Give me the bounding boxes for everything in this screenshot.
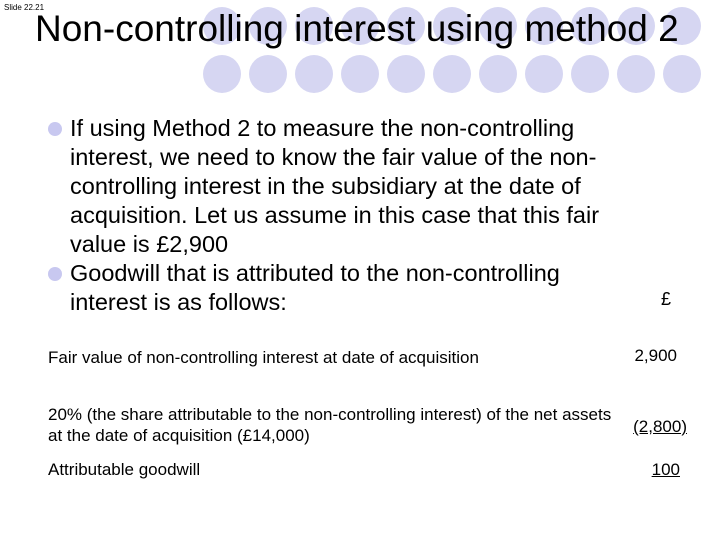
slide-title: Non-controlling interest using method 2 [35,8,679,49]
row-value-net-assets-share: (2,800) [633,417,687,436]
row-label-goodwill: Attributable goodwill [48,460,201,479]
row-value-goodwill: 100 [651,460,680,479]
row-label-fair-value: Fair value of non-controlling interest at date of acquisition [48,348,479,367]
bullet-item [48,114,638,259]
bullet-item [48,259,638,317]
row-label-net-assets-share: 20% (the share attributable to the non-controlling interest) of the net assets at the date of acquisition (£14,000) [48,405,612,445]
bullet-icon [48,267,62,281]
slide-number: Slide 22.21 [4,3,45,12]
currency-header: £ [661,289,672,309]
bullet-text: If using Method 2 to measure the non-controlling interest, we need to know the fair value of the non-controlling interest in the subsidiary at the date of acquisition. Let us assume in this case that this fair value is £2,900 [70,115,600,257]
bullet-text: Goodwill that is attributed to the non-controlling interest is as follows: [70,260,560,315]
row-value-fair-value: 2,900 [634,346,677,365]
bullet-list [48,114,638,317]
bullet-icon [48,122,62,136]
